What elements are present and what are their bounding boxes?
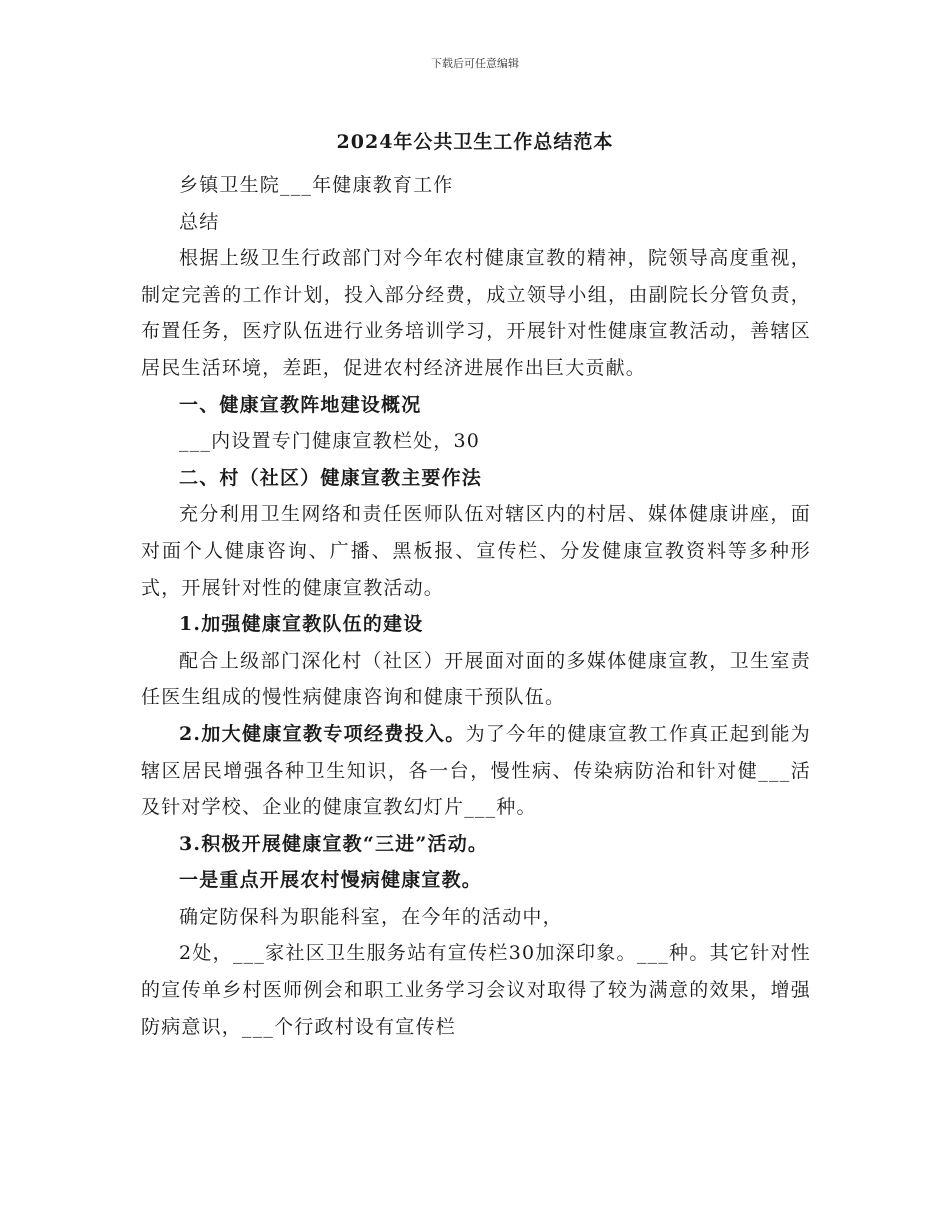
paragraph: 配合上级部门深化村（社区）开展面对面的多媒体健康宣教，卫生室责任医生组成的慢性病健康咨询和健康干预队伍。 (141, 649, 811, 709)
section-heading: 一、健康宣教阵地建设概况 (179, 393, 422, 416)
subsection-heading: 3.积极开展健康宣教“三进”活动。 (179, 832, 489, 855)
paragraph: 充分利用卫生网络和责任医师队伍对辖区内的村居、媒体健康讲座，面对面个人健康咨询、广播、黑板报、宣传栏、分发健康宣教资料等多种形式，开展针对性的健康宣教活动。 (141, 503, 811, 599)
document-title: 2024年公共卫生工作总结范本 (336, 131, 614, 153)
paragraph: 根据上级卫生行政部门对今年农村健康宣教的精神，院领导高度重视，制定完善的工作计划，投入部分经费，成立领导小组，由副院长分管负责，布置任务，医疗队伍进行业务培训学习，开展针对性健康宣教活动，善辖区居民生活环境，差距，促进农村经济进展作出巨大贡献。 (141, 247, 811, 379)
paragraph: ___内设置专门健康宣教栏处，30 (179, 430, 481, 453)
paragraph-text: 为了今年的健康宣教工作真正起到能为辖区居民增强各种卫生知识，各一台，慢性病、传染病防治和针对健___活及针对学校、企业的健康宣教幻灯片___种。 (141, 722, 811, 819)
inline-heading: 2.加大健康宣教专项经费投入。 (179, 722, 466, 745)
section-heading: 二、村（社区）健康宣教主要作法 (179, 466, 483, 489)
paragraph: 确定防保科为职能科室，在今年的活动中， (179, 905, 563, 928)
paragraph: 2处，___家社区卫生服务站有宣传栏30加深印象。___种。其它针对性的宣传单乡村医师例会和职工业务学习会议对取得了较为满意的效果，增强防病意识，___个行政村设有宣传栏 (141, 942, 811, 1038)
subsection-heading: 一是重点开展农村慢病健康宣教。 (179, 869, 483, 892)
paragraph (141, 716, 811, 826)
subsection-heading: 1.加强健康宣教队伍的建设 (179, 613, 424, 636)
document-body (141, 167, 811, 1045)
page-header-note: 下载后可任意编辑 (431, 57, 519, 70)
paragraph: 乡镇卫生院___年健康教育工作 (179, 174, 454, 196)
paragraph: 总结 (179, 210, 220, 233)
